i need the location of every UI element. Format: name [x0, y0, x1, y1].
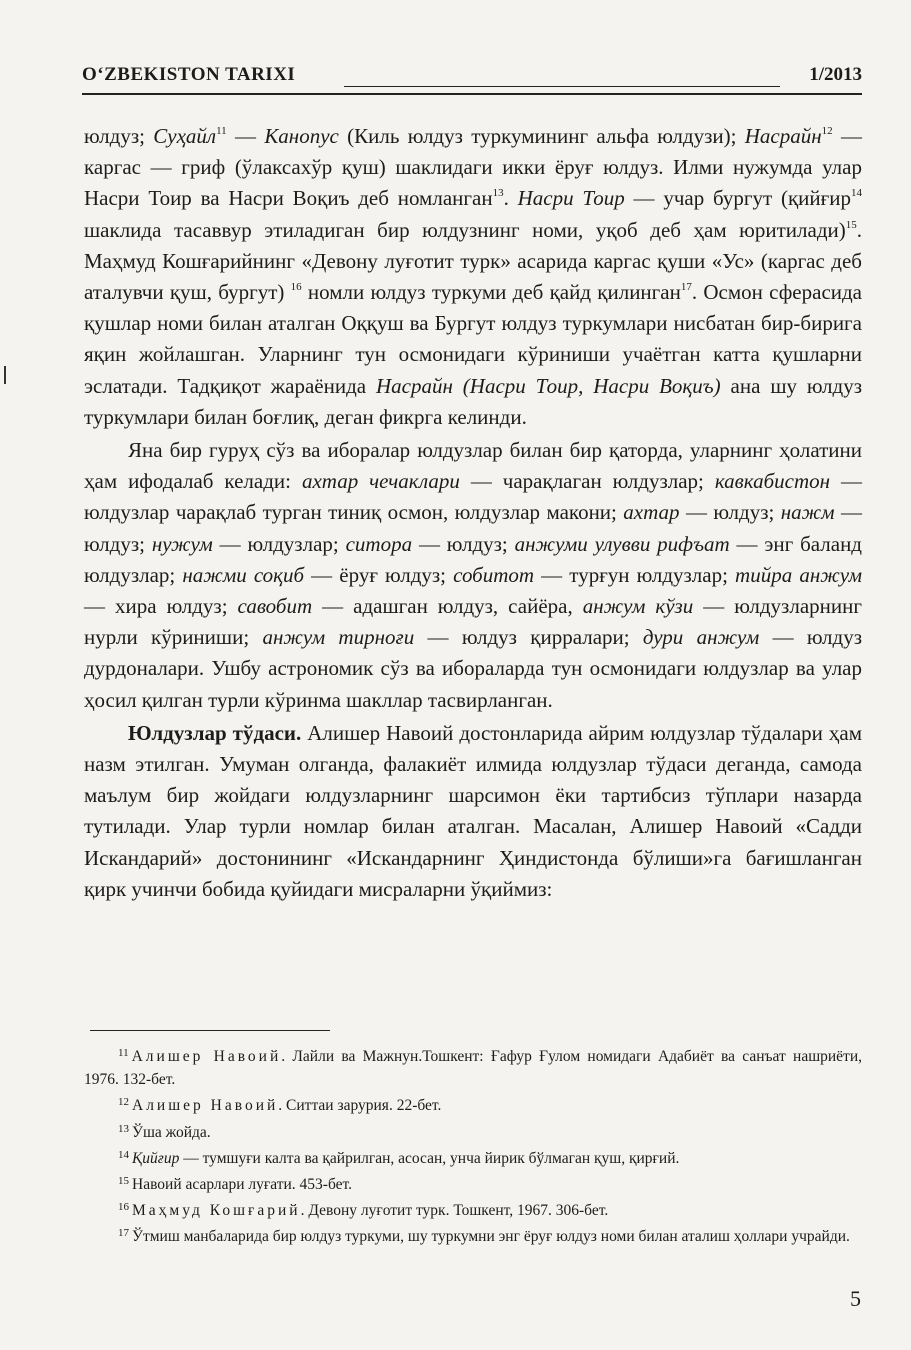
footnote [84, 1222, 862, 1248]
term: анжуми улувви рифъат [514, 531, 730, 556]
footnote-number: 14 [118, 1148, 129, 1161]
term: ахтар чечаклари [301, 469, 460, 494]
term: Канопус [264, 124, 339, 148]
footnote-ref: 16 [290, 281, 302, 294]
term: нажм [780, 500, 835, 525]
author-name: Алишер Навоий [131, 1048, 282, 1065]
term: Суҳайл [153, 124, 217, 148]
text-run: — юлдузлар; [212, 531, 346, 556]
text-run: (Киль юлдуз туркумининг альфа юлдузи); [338, 124, 745, 148]
header-fill-line [344, 86, 780, 87]
footnote-ref: 14 [850, 187, 862, 200]
term: собитот [453, 562, 535, 587]
text-run: — ёруғ юлдуз; [304, 562, 454, 587]
margin-mark [4, 366, 6, 384]
footnote [84, 1196, 862, 1222]
text-run: шаклида тасаввур этиладиган бир юлдузнинг номи, уқоб деб ҳам юритилади) [84, 217, 846, 242]
text-run: ана шу юлдуз туркумлари билан боғлиқ, деган фикрга келинди. [84, 373, 862, 429]
footnote [84, 1170, 862, 1196]
footnote-number: 15 [118, 1175, 129, 1188]
text-run: — хира юлдуз; [84, 594, 238, 619]
footnote-ref: 15 [845, 218, 857, 231]
running-header [82, 60, 862, 96]
text-run: . Девону луғотит турк. Тошкент, 1967. 306-бет. [300, 1202, 609, 1220]
term: анжум тирноғи [262, 625, 415, 650]
text-run: Навоий асарлари луғати. 453-бет. [132, 1176, 353, 1194]
header-rule [82, 93, 862, 95]
footnote [84, 1118, 862, 1144]
issue-number: 1/2013 [809, 64, 862, 85]
footnote-ref: 11 [216, 125, 227, 137]
text-run: номли юлдуз туркуми деб қайд қилинган [301, 280, 681, 305]
footnote-ref: 13 [492, 187, 504, 200]
footnote-number: 13 [118, 1122, 129, 1135]
text-run: — юлдузларнинг нурли кўриниши; [84, 594, 862, 650]
term: кавкабистон [714, 469, 831, 494]
footnote-ref: 12 [821, 125, 833, 137]
text-run: . Маҳмуд Кошғарийнинг «Девону луғотит турк» асарида каргас қуши «Ус» (каргас деб аталувчи қуш, бургут) [84, 217, 862, 305]
text-run: — турғун юлдузлар; [534, 562, 736, 587]
footnote [84, 1091, 862, 1117]
footnote-separator [90, 1030, 330, 1031]
section-heading: Юлдузлар тўдаси. [128, 720, 302, 745]
term: ситора [345, 531, 413, 556]
footnote-number: 17 [118, 1227, 129, 1240]
footnote-number: 12 [118, 1096, 129, 1109]
journal-title: O‘ZBEKISTON TARIXI [82, 64, 296, 85]
text-run: — юлдуз дурдоналари. Ушбу астрономик сўз ва ибораларда тун осмонидаги юлдузлар ва улар ҳосил қилган турли кўринма шакллар тасвирланган. [84, 625, 863, 712]
term: нажми соқиб [182, 562, 305, 587]
article-body [84, 121, 862, 905]
footnote [84, 1042, 862, 1091]
text-run: — юлдуз қирралари; [414, 625, 643, 650]
footnote [84, 1144, 862, 1170]
term: Насрайн [744, 124, 822, 148]
paragraph [84, 718, 862, 905]
paragraph [84, 121, 862, 433]
text-run: Ўтмиш манбаларида бир юлдуз туркуми, шу туркумни энг ёруғ юлдуз номи билан аталиш ҳоллари учрайди. [132, 1228, 850, 1246]
page-number: 5 [850, 1286, 861, 1311]
text-run: — энг баланд юлдузлар; [84, 531, 862, 587]
text-run: — юлдузлар чарақлаб турган тиниқ осмон, юлдузлар макони; [84, 469, 863, 525]
text-run: — адашган юлдуз, сайёра, [312, 594, 583, 619]
text-run: — [226, 124, 265, 148]
text-run: Яна бир гуруҳ сўз ва иборалар юлдузлар билан бир қаторда, уларнинг ҳолатини ҳам ифодалаб келади: [84, 438, 862, 494]
text-run: . Лайли ва Мажнун.Тошкент: Ғафур Ғулом номидаги Адабиёт ва санъат нашриёти, 1976. 132-бет. [84, 1048, 862, 1089]
term: тийра анжум [735, 562, 862, 587]
footnote-number: 16 [118, 1201, 129, 1214]
footnote-ref: 17 [680, 281, 692, 294]
text-run: — учар бургут (қийғир [624, 186, 851, 211]
text-run: . [503, 186, 518, 211]
term: нужум [151, 531, 213, 556]
text-run: юлдуз; [84, 124, 154, 148]
footnotes [84, 1042, 862, 1249]
term: савобит [237, 594, 313, 619]
footnote-number: 11 [118, 1047, 129, 1059]
text-run: — чарақлаган юлдузлар; [459, 469, 715, 494]
term: дури анжум [642, 625, 760, 650]
term: ахтар [623, 500, 680, 525]
text-run: — юлдуз; [412, 531, 515, 556]
text-run: — юлдуз; [679, 500, 781, 525]
text-run: Алишер Навоий достонларида айрим юлдузлар тўдалари ҳам назм этилган. Умуман олганда, фалакиёт илмида юлдузлар тўдаси деганда, самода маълум бир жойдаги юлдузларнинг шарсимон ёки тартибсиз тўплари назарда тутилади. Улар турли номлар билан аталган. Масалан, Алишер Навоий «Садди Искандарий» достонининг «Искандарнинг Ҳиндистонда бўлиши»га бағишланган қирк учинчи бобида қуйидаги мисраларни ўқиймиз: [84, 720, 862, 901]
text-run: . Осмон сферасида қушлар номи билан аталган Оққуш ва Бургут юлдуз туркумлари нисбатан бир-бирига яқин жойлашган. Уларнинг тун осмонидаги кўриниши учаётган катта қушларни эслатади. Тадқиқот жараёнида [84, 280, 863, 398]
author-name: Маҳмуд Кошғарий [132, 1202, 301, 1220]
term: Насри Тоир [517, 186, 625, 211]
term: Насрайн (Насри Тоир, Насри Воқиъ) [376, 373, 721, 398]
paragraph [84, 435, 862, 716]
text-run: — тумшуғи калта ва қайрилган, асосан, унча йирик бўлмаган қуш, қирғий. [179, 1149, 680, 1167]
text-run: — юлдуз; [84, 500, 862, 556]
author-name: Алишер Навоий [132, 1097, 279, 1115]
text-run: — каргас — гриф (ўлаксахўр қуш) шаклидаги икки ёруғ юлдуз. Илми нужумда улар Насри Тоир ва Насри Воқиъ деб номланган [84, 124, 862, 211]
term: Қийғир [132, 1149, 180, 1167]
term: анжум кўзи [582, 594, 694, 619]
text-run: . Ситтаи зарурия. 22-бет. [278, 1097, 442, 1115]
text-run: Ўша жойда. [132, 1123, 211, 1141]
